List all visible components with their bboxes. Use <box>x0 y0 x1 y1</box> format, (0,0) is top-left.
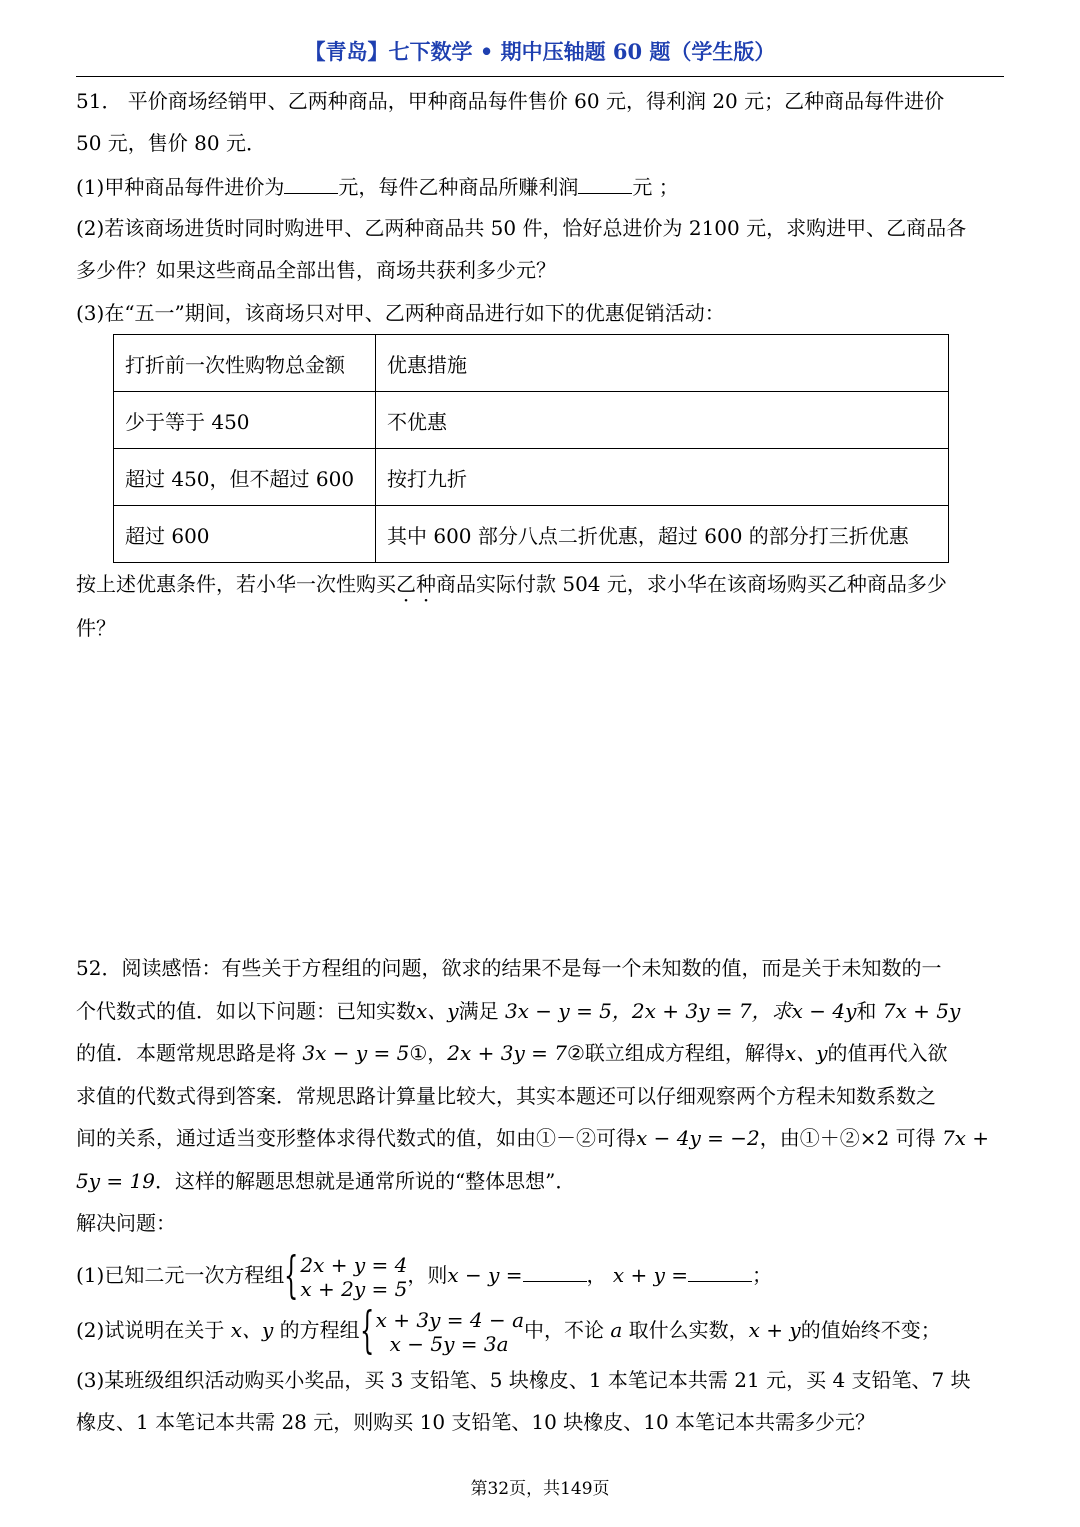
q52-sub3-line2: 橡皮、1 本笔记本共需 28 元，则购买 10 支铅笔、10 块橡皮、10 本笔记本共需多少元？ <box>76 1410 876 1434</box>
emphasis-char: 乙 <box>396 572 416 596</box>
table-cell: 超过 450，但不超过 600 <box>114 449 376 506</box>
text: ，则 <box>407 1263 448 1287</box>
text: ； <box>752 1263 773 1287</box>
table-cell: 少于等于 450 <box>114 392 376 449</box>
q52-sub3-line1: (3)某班级组织活动购买小奖品，买 3 支铅笔、5 块橡皮、1 本笔记本共需 21 元，买 4 支铅笔、7 块 <box>76 1368 971 1392</box>
brace-icon: { <box>284 1245 299 1304</box>
math-expr: 7x + 5y <box>882 999 961 1023</box>
table-cell: 打折前一次性购物总金额 <box>114 335 376 392</box>
table-row <box>114 449 949 506</box>
math-expr: x + y = <box>612 1263 689 1287</box>
equation: 2x + y = 4 <box>300 1252 408 1277</box>
text: ②联立组成方程组，解得 <box>566 1041 785 1065</box>
math-expr: x + y <box>748 1318 801 1342</box>
q52-solve-heading: 解决问题： <box>76 1211 176 1235</box>
page-header-title: 【青岛】七下数学 • 期中压轴题 60 题（学生版） <box>304 39 776 64</box>
math-expr: 2x + 3y = 7 <box>447 1041 567 1065</box>
equation-system <box>359 1300 525 1359</box>
table-row <box>114 335 949 392</box>
math-expr: 7x + <box>941 1126 990 1150</box>
q51-part2-line1: (2)若该商场进货时同时购进甲、乙两种商品共 50 件，恰好总进价为 2100 元，求购进甲、乙商品各 <box>76 216 967 240</box>
brace-icon: { <box>359 1300 374 1359</box>
text: (2)试说明在关于 <box>76 1318 225 1342</box>
answer-blank-2[interactable] <box>578 171 632 194</box>
header-divider <box>76 76 1004 77</box>
q51-after-text-a: 按上述优惠条件，若小华一次性购买 <box>76 572 396 596</box>
equation: x − 5y = 3a <box>389 1331 509 1356</box>
text: ，由①＋②×2 可得 <box>759 1126 936 1150</box>
q52-sub1 <box>76 1245 773 1304</box>
table-cell: 超过 600 <box>114 506 376 563</box>
text: 满足 <box>458 999 499 1023</box>
table-row <box>114 506 949 563</box>
text: 中，不论 <box>524 1318 605 1342</box>
text: 和 <box>856 999 877 1023</box>
q52-line5 <box>76 1123 989 1153</box>
math-expr: 3x − y = 5 <box>302 1041 410 1065</box>
promotion-table <box>113 334 949 563</box>
text: ．这样的解题思想就是通常所说的“整体思想”． <box>154 1169 576 1193</box>
q51-part1-text-c: 元 ； <box>632 175 679 199</box>
text: 的值再代入欲 <box>827 1041 948 1065</box>
q51-after-table-line1 <box>76 569 947 599</box>
q52-line2 <box>76 996 960 1026</box>
text: 取什么实数， <box>628 1318 749 1342</box>
math-vars: x、y <box>230 1318 274 1342</box>
answer-blank-4[interactable] <box>688 1259 752 1282</box>
math-expr: x − y = <box>447 1263 523 1287</box>
math-var: a <box>610 1318 623 1342</box>
q51-part1-text-b: 元，每件乙种商品所赚利润 <box>338 175 579 199</box>
q51-after-table-line2: 件？ <box>76 616 116 640</box>
table-cell: 优惠措施 <box>376 335 949 392</box>
emphasis-char: 种 <box>416 572 436 596</box>
text: (1)已知二元一次方程组 <box>76 1263 285 1287</box>
text: 个代数式的值．如以下问题：已知实数 <box>76 999 416 1023</box>
math-expr: 3x − y = 5，2x + 3y = 7，求x − 4y <box>504 999 857 1023</box>
text: 间的关系，通过适当变形整体求得代数式的值，如由①－②可得 <box>76 1126 636 1150</box>
answer-blank-1[interactable] <box>284 171 338 194</box>
math-vars: x、y <box>784 1041 828 1065</box>
q51-line2: 50 元，售价 80 元． <box>76 131 266 155</box>
q52-line4: 求值的代数式得到答案．常规思路计算量比较大，其实本题还可以仔细观察两个方程未知数系数之 <box>76 1084 936 1108</box>
q52-line6 <box>76 1166 575 1196</box>
math-expr: x − 4y = −2 <box>636 1126 760 1150</box>
q51-part1-text-a: (1)甲种商品每件进价为 <box>76 175 285 199</box>
text: ①， <box>409 1041 448 1065</box>
q51-after-text-b: 商品实际付款 504 元，求小华在该商场购买乙种商品多少 <box>436 572 947 596</box>
q52-line1: 52．阅读感悟：有些关于方程组的问题，欲求的结果不是每一个未知数的值，而是关于未知数的一 <box>76 956 942 980</box>
equation-system <box>284 1245 408 1304</box>
table-row <box>114 392 949 449</box>
table-cell: 按打九折 <box>376 449 949 506</box>
q52-sub2 <box>76 1300 941 1359</box>
text: 的方程组 <box>279 1318 360 1342</box>
equation: x + 3y = 4 − a <box>375 1307 525 1332</box>
text: 的值始终不变； <box>800 1318 941 1342</box>
q51-part1 <box>76 171 679 201</box>
q52-line3 <box>76 1038 948 1068</box>
q51-part3: (3)在“五一”期间，该商场只对甲、乙两种商品进行如下的优惠促销活动： <box>76 301 725 325</box>
math-expr: 5y = 19 <box>76 1169 155 1193</box>
q51-line1: 51． 平价商场经销甲、乙两种商品，甲种商品每件售价 60 元，得利润 20 元；乙种商品每件进价 <box>76 89 945 113</box>
answer-blank-3[interactable] <box>523 1259 587 1282</box>
math-vars: x、y <box>416 999 459 1023</box>
equation: x + 2y = 5 <box>300 1276 408 1301</box>
page-number-footer: 第32页，共149页 <box>470 1479 610 1499</box>
text: 的值．本题常规思路是将 <box>76 1041 296 1065</box>
table-cell: 其中 600 部分八点二折优惠，超过 600 的部分打三折优惠 <box>376 506 949 563</box>
table-cell: 不优惠 <box>376 392 949 449</box>
text: ， <box>586 1263 607 1287</box>
q51-part2-line2: 多少件？如果这些商品全部出售，商场共获利多少元？ <box>76 258 556 282</box>
